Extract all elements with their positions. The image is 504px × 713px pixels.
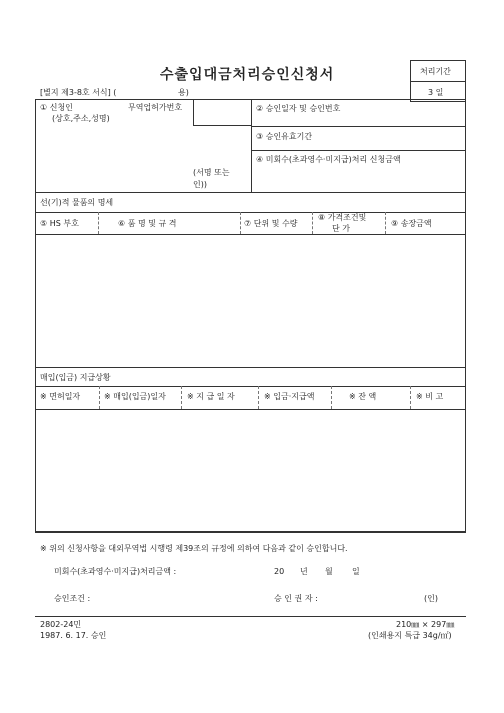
applicant-label: ① 신청인 <box>40 103 73 112</box>
col-unit-qty: ⑦ 단위 및 수량 <box>244 219 298 228</box>
date-year-unit: 년 <box>300 567 308 576</box>
date-month: 월 <box>325 567 333 576</box>
unpaid-amount-label: ④ 미회수(초과영수·미지급)처리 신청금액 <box>256 155 401 164</box>
approval-period-label: ③ 승인유효기간 <box>256 132 313 141</box>
approval-notice: ※ 위의 신청사항을 대외무역법 시행령 제39조의 규정에 의하여 다음과 같이 승인합니다. <box>40 544 348 553</box>
col-price-terms: ⑧ 가격조건및 <box>318 213 367 222</box>
processing-period-label: 처리기간 <box>420 67 451 76</box>
page-title: 수출입대금처리승인신청서 <box>160 67 335 83</box>
date-year: 20 <box>274 567 285 576</box>
col-payment-date: ※ 지 급 일 자 <box>187 392 235 401</box>
col-payment-amount: ※ 입금·지급액 <box>264 392 315 401</box>
payment-section-title: 매입(입금) 지급상황 <box>40 373 111 382</box>
col-item-name: ⑥ 품 명 및 규 격 <box>118 219 177 228</box>
paper-type: (인쇄용지 특급 34g/㎡) <box>368 631 452 640</box>
signature-note-2: 인)) <box>193 180 207 189</box>
form-reference: [별지 제3-8호 서식] ( <box>40 88 117 97</box>
signature-note: (서명 또는 <box>193 168 230 177</box>
col-hs-code: ⑤ HS 부호 <box>40 219 79 228</box>
date-day: 일 <box>352 567 360 576</box>
col-license-date: ※ 면허일자 <box>40 392 81 401</box>
approval-amount-label: 미회수(초과영수·미지급)처리금액 : <box>54 567 177 576</box>
col-unit-price: 단 가 <box>332 224 350 233</box>
form-reference-suffix: 용) <box>178 88 189 97</box>
col-purchase-date: ※ 매입(입금)일자 <box>104 392 166 401</box>
processing-period-value: 3 일 <box>428 88 444 97</box>
col-invoice-amount: ⑨ 송장금액 <box>391 219 432 228</box>
approval-date-label: ② 승인일자 및 승인번호 <box>256 104 341 113</box>
trade-license-label: 무역업허가번호 <box>128 103 183 112</box>
col-remarks: ※ 비 고 <box>416 392 444 401</box>
col-balance: ※ 잔 액 <box>349 392 377 401</box>
paper-size: 210㎜ × 297㎜ <box>396 620 455 629</box>
seal-mark: (인) <box>424 594 438 603</box>
approval-authority-label: 승 인 권 자 : <box>274 594 318 603</box>
form-code: 2802-24민 <box>40 620 82 629</box>
approval-date-footer: 1987. 6. 17. 승인 <box>40 631 107 640</box>
goods-section-title: 선(기)적 물품의 명세 <box>40 198 114 207</box>
applicant-name-note: (상호,주소,성명) <box>52 114 110 123</box>
approval-condition-label: 승인조건 : <box>54 594 91 603</box>
